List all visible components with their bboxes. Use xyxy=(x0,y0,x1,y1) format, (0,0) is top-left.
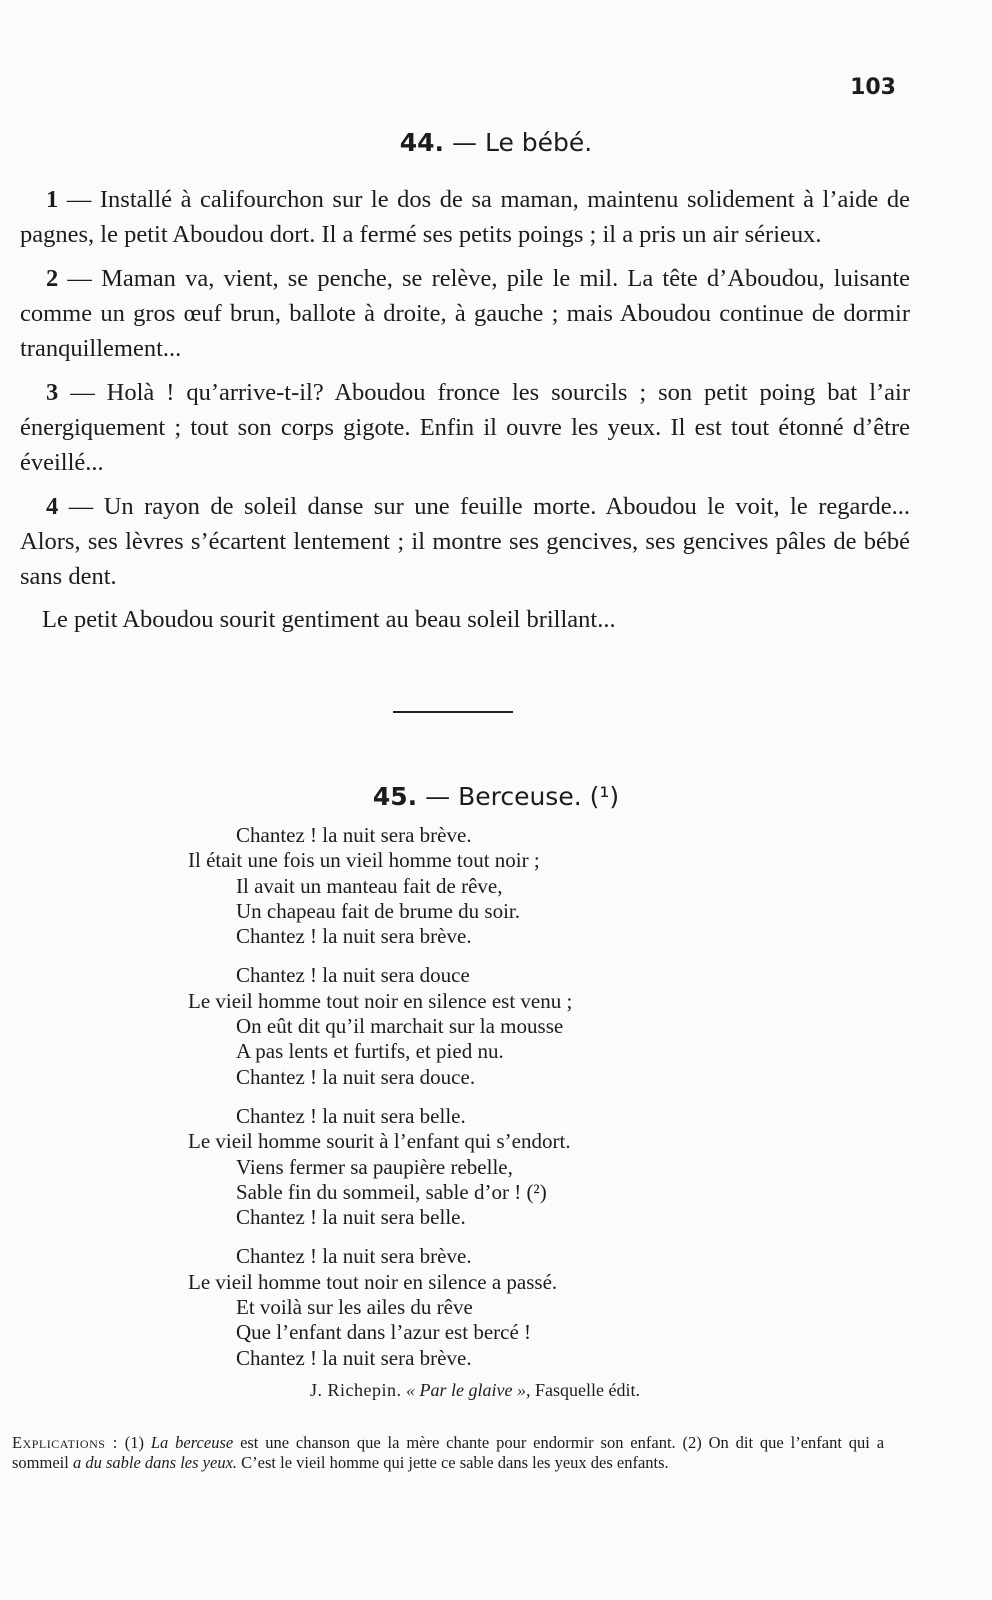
poem-line: Chantez ! la nuit sera brève. xyxy=(236,1244,472,1269)
poem-line: Chantez ! la nuit sera douce. xyxy=(236,1064,476,1089)
attribution-author: J. Richepin. xyxy=(310,1380,402,1400)
explanations-footnote xyxy=(12,1433,884,1473)
paragraph-number: 1 xyxy=(46,186,59,213)
paragraph-number: 2 xyxy=(46,265,59,292)
stanza-1 xyxy=(188,823,748,949)
poem-line: Chantez ! la nuit sera douce xyxy=(236,963,470,988)
section-45-number: 45. xyxy=(372,782,418,811)
poem-line: Chantez ! la nuit sera brève. xyxy=(236,924,472,949)
poem-line: Un chapeau fait de brume du soir. xyxy=(236,898,520,923)
poem-line: Viens fermer sa paupière rebelle, xyxy=(236,1154,513,1179)
poem-line: Le vieil homme tout noir en silence est venu ; xyxy=(188,988,573,1013)
poem-line: Chantez ! la nuit sera belle. xyxy=(236,1205,466,1230)
poem xyxy=(188,823,748,1385)
explanation-1-term: La berceuse xyxy=(150,1433,234,1452)
section-45-title-text: Berceuse. xyxy=(458,782,582,811)
paragraph-number: 3 xyxy=(46,379,59,406)
poem-line: Et voilà sur les ailes du rêve xyxy=(236,1295,473,1320)
paragraph-text: — Maman va, vient, se penche, se relève, pile le mil. La tête d’Aboudou, luisante comme un gros œuf brun, ballote à droite, à gauche ; mais Aboudou continue de dormir tranquillement... xyxy=(20,265,911,362)
explanation-1-text: est une chanson que la mère chante pour endormir son enfant. xyxy=(240,1433,676,1452)
page-number: 103 xyxy=(850,75,896,100)
poem-line: Que l’enfant dans l’azur est bercé ! xyxy=(236,1320,532,1345)
section-44-number: 44. xyxy=(399,128,445,157)
footnote-reference: (¹) xyxy=(589,782,620,811)
stanza-2 xyxy=(188,963,748,1089)
paragraph-number: 4 xyxy=(46,493,59,520)
poem-line: A pas lents et furtifs, et pied nu. xyxy=(236,1039,504,1064)
stanza-3 xyxy=(188,1104,748,1230)
poem-line: On eût dit qu’il marchait sur la mousse xyxy=(236,1014,564,1039)
section-44-title-text: Le bébé. xyxy=(484,128,593,157)
paragraph-2 xyxy=(20,261,910,366)
paragraph-1 xyxy=(20,182,910,252)
closing-paragraph: Le petit Aboudou sourit gentiment au beau soleil brillant... xyxy=(42,606,616,633)
section-divider xyxy=(393,711,513,713)
paragraph-3 xyxy=(20,375,910,480)
attribution-publisher: Fasquelle édit. xyxy=(534,1380,640,1400)
paragraph-text: — Holà ! qu’arrive-t-il? Aboudou fronce les sourcils ; son petit poing bat l’air énergiquement ; tout son corps gigote. Enfin il ouvre les yeux. Il est tout étonné d’être éveillé... xyxy=(20,379,910,476)
paragraph-text: — Installé à califourchon sur le dos de sa maman, maintenu solidement à l’aide de pagnes, le petit Aboudou dort. Il a fermé ses petits poings ; il a pris un air sérieux. xyxy=(20,186,911,248)
attribution-work: « Par le glaive », xyxy=(406,1380,531,1400)
poem-line: Le vieil homme tout noir en silence a passé. xyxy=(188,1269,558,1294)
attribution xyxy=(310,1380,640,1401)
explanation-2-term: a du sable dans les yeux. xyxy=(72,1453,238,1472)
poem-line: Chantez ! la nuit sera brève. xyxy=(236,1345,472,1370)
section-45-dash: — xyxy=(425,782,451,811)
section-45-title xyxy=(0,782,992,811)
paragraph-4 xyxy=(20,489,910,594)
poem-line: Sable fin du sommeil, sable d’or ! (²) xyxy=(236,1179,547,1204)
poem-line: Il avait un manteau fait de rêve, xyxy=(236,873,503,898)
paragraph-text: — Un rayon de soleil danse sur une feuille morte. Aboudou le voit, le regarde... Alors, ses lèvres s’écartent lentement ; il montre ses gencives, ses gencives pâles de bébé sans dent. xyxy=(20,493,911,590)
stanza-4 xyxy=(188,1244,748,1370)
poem-line: Chantez ! la nuit sera belle. xyxy=(236,1103,466,1128)
explanation-2-text: C’est le vieil homme qui jette ce sable dans les yeux des enfants. xyxy=(241,1453,669,1472)
section-44-title xyxy=(0,128,992,157)
explanations-lead: Explications : xyxy=(12,1433,118,1452)
section-44-dash: — xyxy=(452,128,478,157)
poem-line: Chantez ! la nuit sera brève. xyxy=(236,823,472,847)
explanation-1-prefix: (1) xyxy=(124,1433,144,1452)
section-44-body xyxy=(20,182,910,637)
poem-line: Le vieil homme sourit à l’enfant qui s’endort. xyxy=(188,1129,571,1154)
explanation-2-prefix: (2) On dit que l’enfant qui a sommeil xyxy=(12,1433,885,1472)
poem-line: Il était une fois un vieil homme tout noir ; xyxy=(188,848,540,873)
